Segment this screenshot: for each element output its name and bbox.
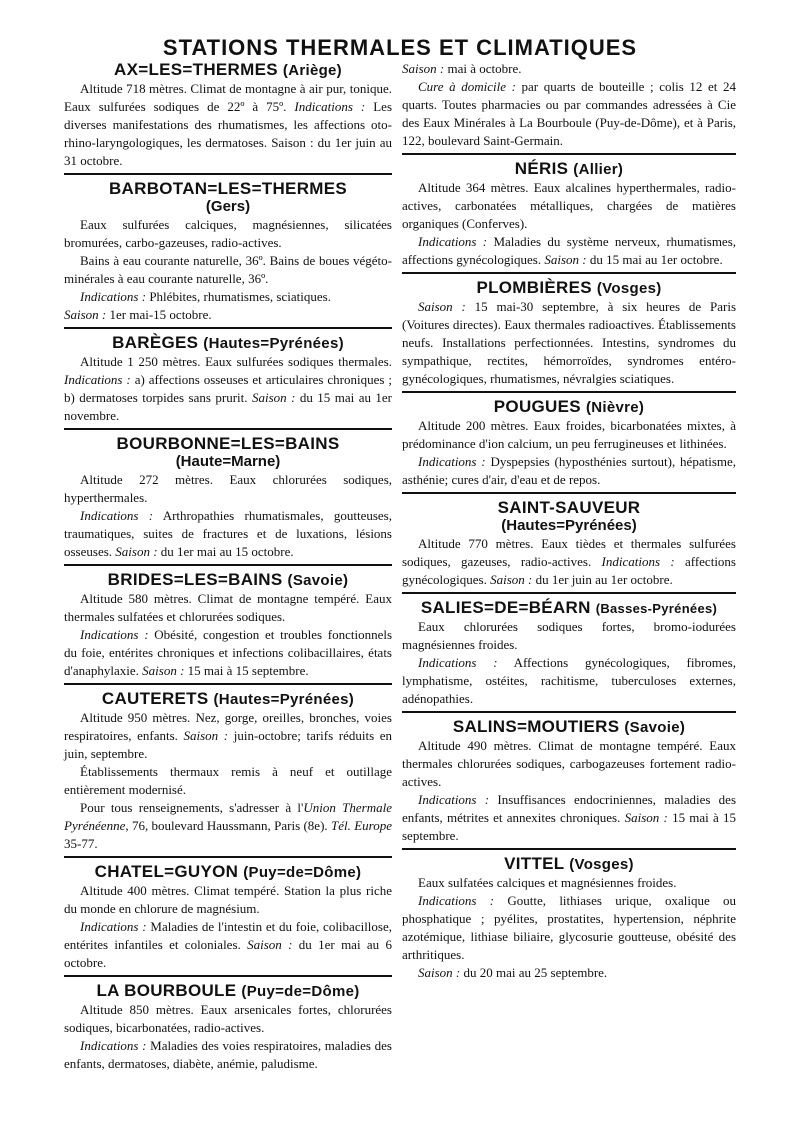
paragraph bbox=[402, 964, 736, 982]
saison-label: Saison : bbox=[251, 390, 296, 405]
entry-bareges bbox=[64, 333, 392, 425]
text: Dyspepsies (hyposthénies surtout), hépatisme, asthénie; cures d'air, d'eau et de repos. bbox=[402, 454, 737, 487]
separator bbox=[402, 711, 736, 713]
separator bbox=[64, 975, 392, 977]
separator bbox=[64, 327, 392, 329]
paragraph: Altitude 200 mètres. Eaux froides, bicarbonatées mixtes, à prédominance d'ion calcium, un peu ferrugineuses et lithinées. bbox=[402, 418, 736, 451]
text: Maladies de l'intestin et du foie, colibacillose, entérites infantiles et coloniales. bbox=[64, 919, 392, 952]
saison-label: Saison : bbox=[142, 663, 185, 678]
entry-title bbox=[402, 717, 736, 737]
paragraph bbox=[402, 892, 736, 964]
paragraph: Bains à eau courante naturelle, 36º. Bains de boues végéto-minérales à eau courante naturelle, 36º. bbox=[64, 253, 392, 286]
station-location: (Basses-Pyrénées) bbox=[595, 601, 718, 616]
paragraph: Altitude 400 mètres. Climat tempéré. Station la plus riche du monde en chlorure de magnésium. bbox=[64, 883, 392, 916]
separator bbox=[402, 153, 736, 155]
entry-title bbox=[64, 333, 392, 353]
station-name: BARÈGES bbox=[112, 333, 199, 352]
paragraph: Altitude 850 mètres. Eaux arsenicales fortes, chlorurées sodiques, bicarbonatées, radio-actives. bbox=[64, 1002, 392, 1035]
entry-title: BARBOTAN=LES=THERMES bbox=[108, 179, 348, 198]
separator bbox=[64, 173, 392, 175]
entry-salins-moutiers bbox=[402, 717, 736, 845]
entry-title bbox=[402, 278, 736, 298]
station-location: (Puy=de=Dôme) bbox=[241, 983, 360, 1000]
saison-label: Saison : bbox=[183, 728, 229, 743]
text: Altitude 950 mètres. Nez, gorge, oreilles, bronches, voies respiratoires, enfants. bbox=[64, 710, 392, 743]
indications-label: Indications : bbox=[64, 372, 131, 387]
entry-text bbox=[64, 80, 392, 170]
entry-cauterets bbox=[64, 689, 392, 853]
text: du 15 mai au 1er novembre. bbox=[64, 390, 393, 423]
paragraph: Altitude 272 mètres. Eaux chlorurées sodiques, hyperthermales. bbox=[64, 472, 392, 505]
text: Les diverses manifestations des rhumatismes, les affections oto-rhino-laryngologiques, les dermatoses. Saison : du 1er juin au 31 octobre. bbox=[64, 99, 393, 168]
entry-ax-les-thermes bbox=[64, 60, 392, 170]
station-location: (Hautes=Pyrénées) bbox=[203, 335, 344, 352]
station-name: PLOMBIÈRES bbox=[476, 278, 592, 297]
entry-title bbox=[64, 862, 392, 882]
entry-title bbox=[402, 397, 736, 417]
station-location: (Hautes=Pyrénées) bbox=[501, 517, 637, 534]
indications-label: Indications : bbox=[80, 627, 149, 642]
entry-la-bourboule-continued bbox=[402, 60, 736, 150]
text: du 1er mai au 15 octobre. bbox=[160, 544, 294, 559]
entry-text bbox=[402, 179, 736, 269]
station-location: (Vosges) bbox=[569, 856, 634, 873]
text: 15 mai à 15 septembre. bbox=[187, 663, 309, 678]
station-location: (Gers) bbox=[205, 198, 251, 215]
entry-text bbox=[402, 618, 736, 708]
paragraph: Altitude 490 mètres. Climat de montagne tempéré. Eaux thermales chlorurées sodiques, carbogazeuses fortement radio-actives. bbox=[402, 738, 736, 789]
entry-title bbox=[64, 570, 392, 590]
paragraph bbox=[402, 78, 736, 150]
paragraph bbox=[64, 80, 392, 170]
entry-text bbox=[64, 216, 392, 324]
text: 15 mai-30 septembre, à six heures de Paris (Voitures directes). Eaux thermales radioactives. Établissements neufs. Installations perfectionnées. Intestins, syndromes du sympathique, rectites, hémorroïdes, syndromes entéro-gynécologiques, rhumatismes, névralgies sciatiques. bbox=[402, 299, 737, 386]
paragraph bbox=[402, 791, 736, 845]
saison-label: Saison : bbox=[418, 299, 466, 314]
paragraph bbox=[64, 709, 392, 763]
indications-label: Indications : bbox=[418, 454, 486, 469]
separator bbox=[402, 848, 736, 850]
entry-title bbox=[64, 60, 392, 80]
entry-text bbox=[64, 1001, 392, 1073]
separator bbox=[64, 856, 392, 858]
telephone-number: 35-77. bbox=[64, 836, 98, 851]
separator bbox=[402, 492, 736, 494]
text: mai à octobre. bbox=[447, 61, 522, 76]
station-location: (Haute=Marne) bbox=[175, 453, 281, 470]
entry-text bbox=[402, 60, 736, 150]
entry-title bbox=[64, 981, 392, 1001]
entry-vittel bbox=[402, 854, 736, 982]
text: Altitude 770 mètres. Eaux tièdes et thermales sulfurées sodiques, gazeuses, radio-actives. bbox=[402, 536, 736, 569]
right-column bbox=[402, 60, 736, 984]
entry-text bbox=[64, 709, 392, 853]
left-column bbox=[64, 60, 392, 1075]
entry-text bbox=[64, 471, 392, 561]
indications-label: Indications : bbox=[601, 554, 675, 569]
text: 15 mai à 15 septembre. bbox=[402, 810, 737, 843]
cure-label: Cure à domicile : bbox=[418, 79, 516, 94]
text: 1er mai-15 octobre. bbox=[109, 307, 212, 322]
paragraph bbox=[402, 654, 736, 708]
station-name: POUGUES bbox=[493, 397, 581, 416]
indications-label: Indications : bbox=[418, 234, 488, 249]
text: a) affections osseuses et articulaires chroniques ; b) dermatoses torpides sans prurit. bbox=[64, 372, 392, 405]
paragraph: Eaux sulfurées calciques, magnésiennes, silicatées bromurées, carbo-gazeuses, radio-actives. bbox=[64, 217, 392, 250]
entry-title bbox=[64, 689, 392, 709]
station-name: SALINS=MOUTIERS bbox=[452, 717, 620, 736]
paragraph bbox=[64, 288, 392, 306]
entry-text bbox=[64, 590, 392, 680]
entry-title: SAINT-SAUVEUR bbox=[497, 498, 641, 517]
text: Maladies des voies respiratoires, maladies des enfants, dermatoses, diabète, anémie, paludisme. bbox=[64, 1038, 392, 1071]
saison-label: Saison : bbox=[490, 572, 533, 587]
entry-text bbox=[402, 417, 736, 489]
separator bbox=[402, 272, 736, 274]
saison-label: Saison : bbox=[115, 544, 158, 559]
station-location: (Hautes=Pyrénées) bbox=[213, 691, 355, 708]
station-location: (Vosges) bbox=[596, 280, 662, 297]
text: du 1er juin au 1er octobre. bbox=[535, 572, 673, 587]
text: Pour tous renseignements, s'adresser à l' bbox=[80, 800, 304, 815]
entry-title bbox=[402, 854, 736, 874]
station-name: AX=LES=THERMES bbox=[114, 60, 278, 79]
station-name: SALIES=DE=BÉARN bbox=[420, 598, 591, 617]
union-name: Union Thermale Pyrénéenne bbox=[64, 800, 392, 833]
entry-title bbox=[402, 159, 736, 179]
indications-label: Indications : bbox=[418, 893, 495, 908]
entry-pougues bbox=[402, 397, 736, 489]
paragraph: Eaux chlorurées sodiques fortes, bromo-iodurées magnésiennes froides. bbox=[402, 619, 736, 652]
station-name: BRIDES=LES=BAINS bbox=[107, 570, 283, 589]
text: affections gynécologiques. bbox=[402, 554, 736, 587]
station-name: CAUTERETS bbox=[101, 689, 209, 708]
text: du 15 mai au 1er octobre. bbox=[589, 252, 723, 267]
paragraph bbox=[64, 918, 392, 972]
text: Altitude 718 mètres. Climat de montagne à air pur, tonique. Eaux sulfurées sodiques de 22º à 75º. bbox=[64, 81, 392, 114]
paragraph bbox=[402, 60, 736, 78]
paragraph bbox=[64, 626, 392, 680]
station-name: NÉRIS bbox=[514, 159, 569, 178]
entry-plombieres bbox=[402, 278, 736, 388]
paragraph bbox=[64, 799, 392, 853]
entry-salies-de-bearn bbox=[402, 598, 736, 708]
text: Insuffisances endocriniennes, maladies des enfants, métrites et annexites chroniques. bbox=[402, 792, 737, 825]
paragraph bbox=[64, 306, 392, 324]
text: Altitude 1 250 mètres. Eaux sulfurées sodiques thermales. bbox=[80, 354, 392, 369]
saison-label: Saison : bbox=[402, 61, 445, 76]
saison-label: Saison : bbox=[418, 965, 461, 980]
text: Phlébites, rhumatismes, sciatiques. bbox=[149, 289, 331, 304]
entry-text bbox=[402, 535, 736, 589]
paragraph bbox=[64, 353, 392, 425]
separator bbox=[64, 428, 392, 430]
indications-label: Indications : bbox=[294, 99, 366, 114]
paragraph bbox=[402, 453, 736, 489]
entry-text bbox=[402, 737, 736, 845]
entry-neris bbox=[402, 159, 736, 269]
separator bbox=[402, 391, 736, 393]
text: Obésité, congestion et troubles fonctionnels du foie, entérites chroniques et infections colibacillaires, états d'anaphylaxie. bbox=[64, 627, 393, 678]
text: par quarts de bouteille ; colis 12 et 24 quarts. Toutes pharmacies ou par commandes adressées à Cie des Eaux Minérales à La Bourboule (Puy-de-Dôme), et à Paris, 122, boulevard Saint-Germain. bbox=[402, 79, 736, 148]
entry-text bbox=[64, 882, 392, 972]
indications-label: Indications : bbox=[418, 655, 498, 670]
entry-la-bourboule bbox=[64, 981, 392, 1073]
entry-chatel-guyon bbox=[64, 862, 392, 972]
paragraph bbox=[64, 507, 392, 561]
text: Goutte, lithiases urique, oxalique ou phosphatique ; pyélites, prostatites, hypertension, néphrite azotémique, lithiase biliaire, glycosurie goutteuse, obésité des arthritiques. bbox=[402, 893, 737, 962]
entry-text bbox=[402, 298, 736, 388]
separator bbox=[64, 564, 392, 566]
saison-label: Saison : bbox=[247, 937, 293, 952]
station-name: CHATEL=GUYON bbox=[94, 862, 239, 881]
text: Affections gynécologiques, fibromes, lymphatisme, ostéites, rachitisme, tuberculoses externes, adénopathies. bbox=[402, 655, 736, 706]
entry-barbotan bbox=[64, 179, 392, 324]
station-location: (Puy=de=Dôme) bbox=[243, 864, 362, 881]
paragraph: Altitude 580 mètres. Climat de montagne tempéré. Eaux thermales sulfatées et chlorurées sodiques. bbox=[64, 591, 392, 624]
paragraph: Altitude 364 mètres. Eaux alcalines hyperthermales, radio-actives, carbonatées métalliques, chargées de matières organiques (Conferves). bbox=[402, 180, 736, 231]
paragraph bbox=[402, 298, 736, 388]
station-location: (Savoie) bbox=[624, 719, 686, 736]
text: Maladies du système nerveux, rhumatismes, affections gynécologiques. bbox=[402, 234, 737, 267]
paragraph bbox=[402, 233, 736, 269]
entry-title bbox=[402, 598, 736, 618]
page-title: STATIONS THERMALES ET CLIMATIQUES bbox=[162, 34, 638, 60]
separator bbox=[402, 592, 736, 594]
separator bbox=[64, 683, 392, 685]
indications-label: Indications : bbox=[80, 508, 154, 523]
station-location: (Ariège) bbox=[282, 62, 342, 79]
entry-brides bbox=[64, 570, 392, 680]
station-name: VITTEL bbox=[504, 854, 565, 873]
telephone-label: Tél. Europe bbox=[331, 818, 392, 833]
paragraph bbox=[64, 1037, 392, 1073]
station-name: LA BOURBOULE bbox=[96, 981, 237, 1000]
station-location: (Nièvre) bbox=[585, 399, 645, 416]
entry-text bbox=[64, 353, 392, 425]
indications-label: Indications : bbox=[80, 1038, 147, 1053]
entry-saint-sauveur bbox=[402, 498, 736, 589]
entry-text bbox=[402, 874, 736, 982]
text: du 20 mai au 25 septembre. bbox=[463, 965, 608, 980]
saison-label: Saison : bbox=[64, 307, 107, 322]
paragraph: Eaux sulfatées calciques et magnésiennes froides. bbox=[418, 875, 677, 890]
entry-title: BOURBONNE=LES=BAINS bbox=[116, 434, 340, 453]
station-location: (Allier) bbox=[573, 161, 624, 178]
paragraph bbox=[402, 535, 736, 589]
indications-label: Indications : bbox=[80, 919, 147, 934]
text: du 1er mai au 6 octobre. bbox=[64, 937, 393, 970]
text: juin-octobre; tarifs réduits en juin, septembre. bbox=[64, 728, 393, 761]
station-location: (Savoie) bbox=[287, 572, 349, 589]
indications-label: Indications : bbox=[80, 289, 147, 304]
indications-label: Indications : bbox=[418, 792, 490, 807]
saison-label: Saison : bbox=[544, 252, 587, 267]
text: , 76, boulevard Haussmann, Paris (8e). bbox=[125, 818, 328, 833]
saison-label: Saison : bbox=[624, 810, 668, 825]
paragraph: Établissements thermaux remis à neuf et outillage entièrement modernisé. bbox=[64, 764, 392, 797]
text: Arthropathies rhumatismales, goutteuses, traumatiques, suites de fractures et de luxations, lésions osseuses. bbox=[64, 508, 392, 559]
entry-bourbonne bbox=[64, 434, 392, 561]
